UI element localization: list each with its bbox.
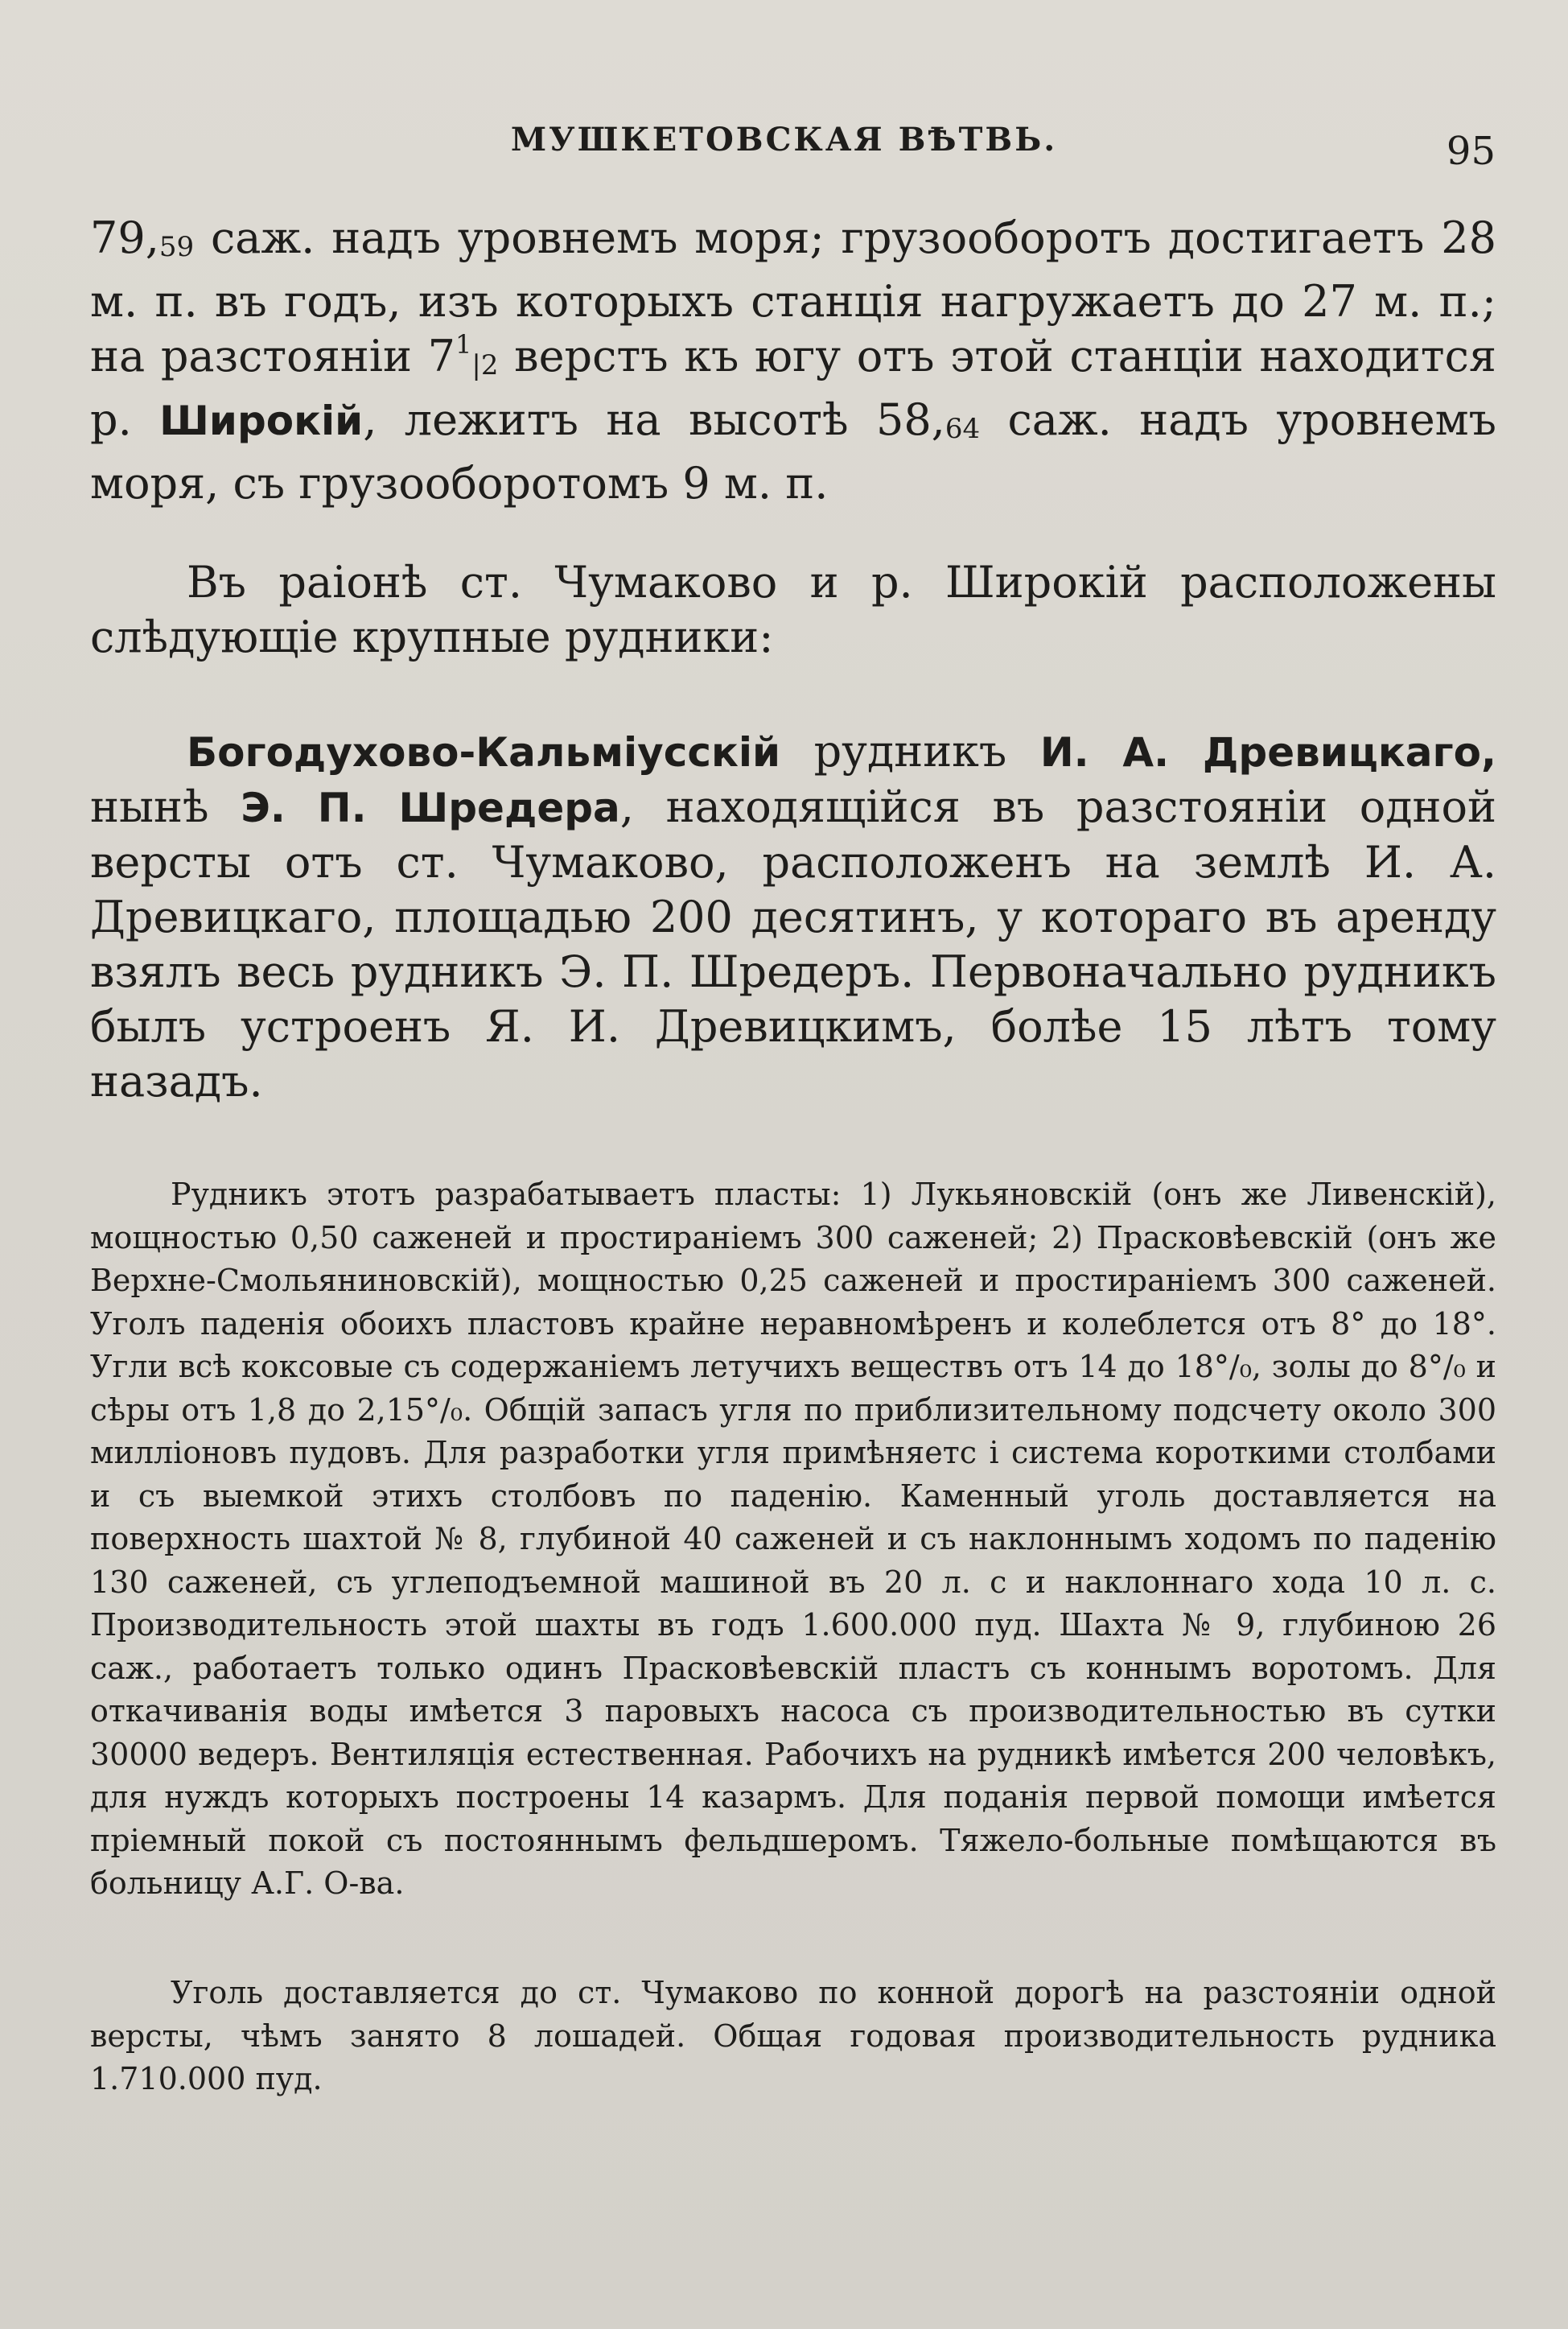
paragraph-region-mines: Въ раіонѣ ст. Чумаково и р. Широкій расположены слѣдующіе крупные рудники: xyxy=(90,557,1496,662)
place-name-shirokiy: Широкій xyxy=(159,398,364,444)
mine-owner: И. А. Древицкаго, xyxy=(1039,729,1496,776)
mine-current-owner: Э. П. Шредера xyxy=(241,785,620,831)
page-number: 95 xyxy=(1446,129,1496,174)
paragraph-station-info: $79,_{59}$ саж. надъ уровнемъ моря; грузооборотъ достигаетъ 28 м. п. въ годъ, изъ которыхъ станція нагружаетъ до 27 м. п.; на разстояніи $7^1_{|2}$ верстъ къ югу отъ этой станціи находится р. Широкій, лежитъ на высотѣ $58,_{64}$ саж. надъ уровнемъ моря, съ грузооборотомъ 9 м. п. xyxy=(90,212,1497,509)
paragraph-mine-details: Рудникъ этотъ разрабатываетъ пласты: 1) Лукьяновскій (онъ же Ливенскій), мощностью 0,50 саженей и простираніемъ 300 саженей; 2) Прасковѣевскій (онъ же Верхне-Смольяниновскій), мощностью 0,25 саженей и простираніемъ 300 саженей. Уголъ паденія обоихъ пластовъ крайне неравномѣренъ и колеблется отъ 8° до 18°. Угли всѣ коксовые съ содержаніемъ летучихъ веществъ отъ 14 до 18°/₀, золы до 8°/₀ и сѣры отъ 1,8 до 2,15°/₀. Общій запасъ угля по приблизительному подсчету около 300 милліоновъ пудовъ. Для разработки угля примѣняетс і система короткими столбами и съ выемкой этихъ столбовъ по паденію. Каменный уголь доставляется на поверхность шахтой № 8, глубиной 40 саженей и съ наклоннымъ ходомъ по паденію 130 саженей, съ углеподъемной машиной въ 20 л. с и наклоннаго хода 10 л. с. Производительность этой шахты въ годъ 1.600.000 пуд. Шахта № 9, глубиною 26 саж., работаетъ только одинъ Прасковѣевскій пластъ съ коннымъ воротомъ. Для откачиванія воды имѣется 3 паровыхъ насоса съ производительностью въ сутки 30000 ведеръ. Вентиляція естественная. Рабочихъ на рудникѣ имѣется 200 человѣкъ, для нуждъ которыхъ построены 14 казармъ. Для поданія первой помощи имѣется пріемный покой съ постояннымъ фельдшеромъ. Тяжело-больные помѣщаются въ больницу А.Г. О-ва. xyxy=(90,1177,1496,1901)
paragraph-coal-transport: Уголь доставляется до ст. Чумаково по конной дорогѣ на разстояніи одной версты, чѣмъ занято 8 лошадей. Общая годовая производительность рудника 1.710.000 пуд. xyxy=(90,1975,1496,2096)
paragraph-bogodukhovo-mine: Богодухово-Кальміусскій рудникъ И. А. Древицкаго, нынѣ Э. П. Шредера, находящійся въ разстояніи одной версты отъ ст. Чумаково, расположенъ на землѣ И. А. Древицкаго, площадью 200 десятинъ, у котораго въ аренду взялъ весь рудникъ Э. П. Шредеръ. Первоначально рудникъ былъ устроенъ Я. И. Древицкимъ, болѣе 15 лѣтъ тому назадъ. xyxy=(90,726,1496,1107)
running-head: МУШКЕТОВСКАЯ ВѢТВЬ. xyxy=(510,121,1058,159)
mine-name: Богодухово-Кальміусскій xyxy=(187,729,781,776)
